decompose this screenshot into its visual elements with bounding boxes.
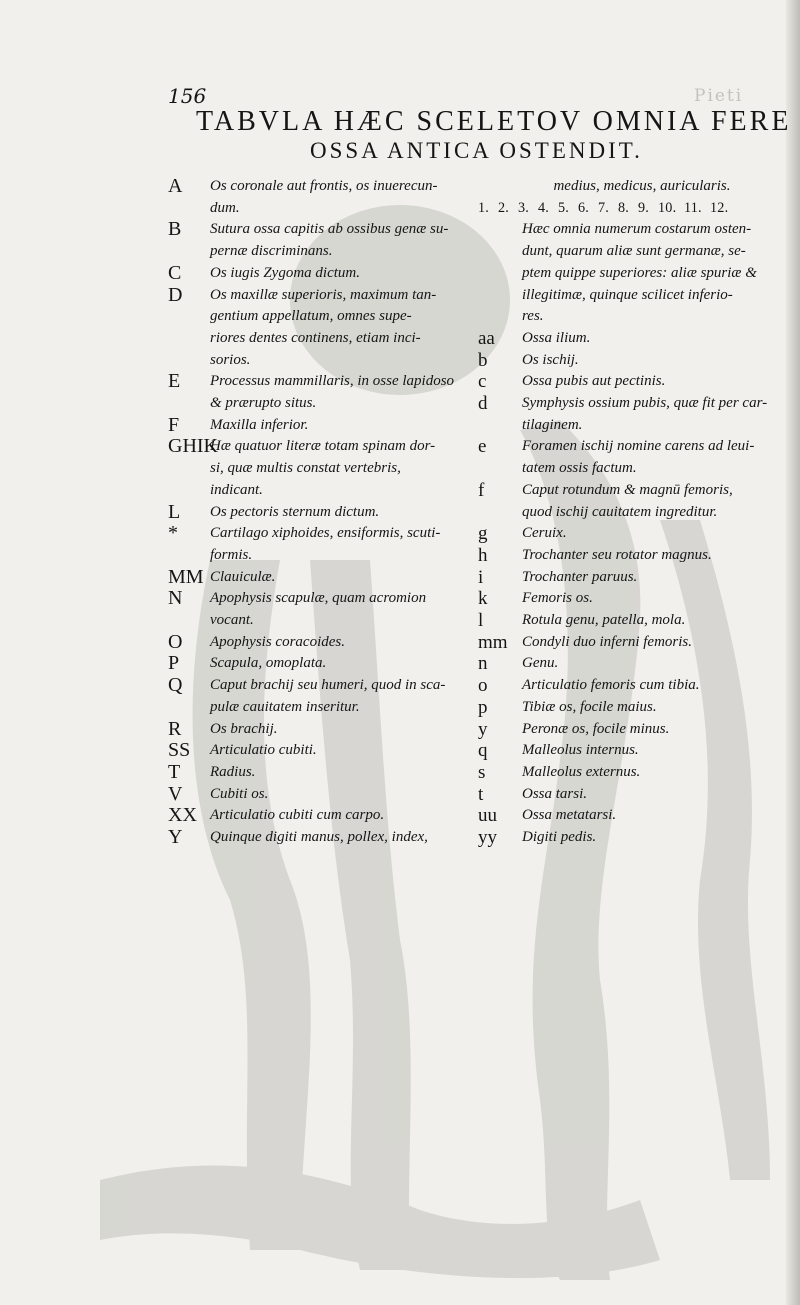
legend-key-letter: XX	[168, 804, 197, 827]
legend-description: Os pectoris sternum dictum.	[210, 503, 380, 520]
left-legend-entry	[168, 306, 486, 328]
legend-key-letter: mm	[478, 631, 508, 653]
left-legend-entry	[168, 458, 486, 480]
legend-key-letter: g	[478, 523, 488, 545]
legend-description: Rotula genu, patella, mola.	[522, 612, 686, 629]
rib-number: 1.	[478, 199, 490, 216]
left-legend-entry	[168, 393, 486, 415]
legend-key-letter: V	[168, 782, 183, 805]
left-legend-entry	[168, 740, 486, 762]
legend-key-letter: Y	[168, 826, 183, 849]
left-legend-entry	[168, 263, 486, 285]
legend-description: Articulatio femoris cum tibia.	[522, 677, 700, 694]
legend-key-letter: R	[168, 717, 182, 740]
legend-description: Cubiti os.	[210, 785, 269, 802]
legend-key-letter: i	[478, 566, 484, 588]
legend-description: tilaginem.	[522, 416, 583, 433]
legend-description: gentium appellatum, omnes supe-	[210, 308, 412, 325]
legend-description: Os coronale aut frontis, os inuerecun-	[210, 178, 438, 194]
left-legend-entry	[168, 415, 486, 437]
rib-number: 3.	[518, 199, 530, 216]
legend-key-letter: p	[478, 696, 488, 718]
ribs-paragraph-line: dunt, quarum aliæ sunt germanæ, se-	[522, 243, 746, 260]
legend-description: sorios.	[210, 351, 251, 368]
right-legend-entry	[478, 762, 786, 784]
left-legend-entry	[168, 653, 486, 675]
legend-description: & prærupto situs.	[210, 395, 317, 412]
right-intro	[478, 176, 786, 198]
legend-key-letter: l	[478, 610, 484, 632]
right-legend-entry	[478, 697, 786, 719]
legend-key-letter: P	[168, 652, 180, 675]
rib-number: 2.	[498, 199, 510, 216]
legend-key-letter: GHIK	[168, 435, 218, 458]
right-legend-entry	[478, 502, 786, 524]
right-legend-column	[478, 176, 786, 849]
legend-description: Caput brachij seu humeri, quod in sca-	[210, 677, 446, 694]
legend-description: Trochanter paruus.	[522, 568, 638, 585]
legend-description: Ossa ilium.	[522, 329, 591, 346]
legend-description: Malleolus externus.	[522, 763, 641, 780]
rib-number: 6.	[578, 199, 590, 216]
left-legend-entry	[168, 588, 486, 610]
legend-description: Sutura ossa capitis ab ossibus genæ su-	[210, 221, 449, 238]
legend-description: Foramen ischij nomine carens ad leui-	[522, 438, 755, 455]
left-legend-entry	[168, 805, 486, 827]
left-legend-entry	[168, 480, 486, 502]
legend-description: Ossa metatarsi.	[522, 807, 617, 824]
legend-description: Os maxillæ superioris, maximum tan-	[210, 286, 437, 303]
left-legend-entry	[168, 436, 486, 458]
legend-description: Processus mammillaris, in osse lapidoso	[210, 373, 455, 390]
legend-description: Articulatio cubiti.	[210, 742, 317, 759]
rib-number: 4.	[538, 199, 550, 216]
legend-description: Apophysis scapulæ, quam acromion	[210, 590, 427, 607]
legend-description: dum.	[210, 199, 240, 216]
left-legend-entry	[168, 219, 486, 241]
legend-key-letter: Q	[168, 674, 183, 697]
rib-number: 7.	[598, 199, 610, 216]
right-legend-entry	[478, 740, 786, 762]
right-legend-entry	[478, 588, 786, 610]
legend-description: Tibiæ os, focile maius.	[522, 698, 657, 715]
left-legend-entry	[168, 545, 486, 567]
right-legend-entry	[478, 458, 786, 480]
legend-key-letter: f	[478, 479, 485, 501]
right-legend-entry	[478, 545, 786, 567]
rib-number: 9.	[638, 199, 650, 216]
legend-description: vocant.	[210, 612, 254, 629]
legend-key-letter: s	[478, 761, 486, 783]
right-legend-entry	[478, 675, 786, 697]
left-legend-entry	[168, 176, 486, 198]
right-legend-entry	[478, 610, 786, 632]
right-legend-entry	[478, 719, 786, 741]
left-legend-entry	[168, 285, 486, 307]
left-legend-entry	[168, 328, 486, 350]
right-legend-entry	[478, 415, 786, 437]
right-legend-entry	[478, 480, 786, 502]
legend-description: Femoris os.	[522, 590, 593, 607]
right-legend-entry	[478, 827, 786, 849]
legend-key-letter: h	[478, 544, 488, 566]
right-legend-entry	[478, 371, 786, 393]
ribs-paragraph-line: Hæc omnia numerum costarum osten-	[522, 221, 752, 238]
legend-description: Maxilla inferior.	[210, 416, 309, 433]
legend-key-letter: c	[478, 371, 487, 393]
legend-key-letter: yy	[478, 827, 497, 849]
legend-key-letter: *	[168, 522, 178, 545]
legend-description: Os ischij.	[522, 351, 579, 368]
legend-description: Quinque digiti manus, pollex, index,	[210, 829, 428, 846]
right-legend-entry	[478, 805, 786, 827]
legend-key-letter: MM	[168, 565, 204, 588]
right-legend-entry	[478, 784, 786, 806]
page-title-line-2: OSSA ANTICA OSTENDIT.	[310, 138, 643, 163]
legend-description: Trochanter seu rotator magnus.	[522, 546, 712, 563]
legend-key-letter: SS	[168, 739, 191, 762]
left-legend-entry	[168, 610, 486, 632]
left-legend-entry	[168, 523, 486, 545]
left-legend-entry	[168, 675, 486, 697]
rib-number: 11.	[684, 199, 702, 216]
page-title-line-1: TABVLA HÆC SCELETOV OMNIA FERE	[196, 106, 792, 137]
legend-key-letter: D	[168, 283, 183, 306]
right-legend-entry	[478, 436, 786, 458]
right-legend-entry	[478, 328, 786, 350]
legend-key-letter: F	[168, 413, 180, 436]
legend-key-letter: N	[168, 587, 183, 610]
legend-description: Articulatio cubiti cum carpo.	[210, 807, 385, 824]
faint-running-mark: Pieti	[694, 86, 744, 106]
right-legend-entry	[478, 523, 786, 545]
left-legend-entry	[168, 371, 486, 393]
right-legend-entry	[478, 567, 786, 589]
left-legend-entry	[168, 502, 486, 524]
legend-description: Os brachij.	[210, 720, 278, 737]
legend-description: indicant.	[210, 481, 263, 498]
legend-key-letter: T	[168, 760, 181, 783]
legend-key-letter: b	[478, 349, 488, 371]
legend-description: Os iugis Zygoma dictum.	[210, 264, 360, 281]
legend-description: formis.	[210, 546, 253, 563]
legend-key-letter: q	[478, 740, 488, 762]
legend-description: si, quæ multis constat vertebris,	[210, 460, 401, 477]
ribs-paragraph-line: illegitimæ, quinque scilicet inferio-	[522, 286, 733, 303]
legend-description: pernæ discriminans.	[210, 243, 333, 260]
legend-description: Ossa tarsi.	[522, 785, 588, 802]
legend-description: Clauiculæ.	[210, 568, 276, 585]
legend-key-letter: L	[168, 500, 181, 523]
legend-key-letter: y	[478, 718, 488, 740]
legend-description: pulæ cauitatem inseritur.	[210, 698, 360, 715]
left-legend-column	[168, 176, 486, 849]
legend-key-letter: o	[478, 675, 488, 697]
page-number: 156	[168, 84, 207, 108]
rib-number: 5.	[558, 199, 570, 216]
legend-description: Apophysis coracoides.	[210, 633, 345, 650]
legend-key-letter: n	[478, 653, 488, 675]
ribs-paragraph-line: ptem quippe superiores: aliæ spuriæ &	[522, 264, 757, 281]
ribs-paragraph	[478, 219, 786, 328]
right-legend-entry	[478, 393, 786, 415]
legend-description: Scapula, omoplata.	[210, 655, 327, 672]
rib-number-row	[478, 198, 786, 220]
ribs-paragraph-line: res.	[522, 308, 544, 325]
legend-key-letter: k	[478, 588, 488, 610]
left-legend-entry	[168, 762, 486, 784]
legend-key-letter: A	[168, 175, 183, 197]
left-legend-entry	[168, 198, 486, 220]
left-legend-entry	[168, 827, 486, 849]
left-legend-entry	[168, 567, 486, 589]
legend-description: quod ischij cauitatem ingreditur.	[522, 503, 718, 520]
left-legend-entry	[168, 697, 486, 719]
legend-key-letter: B	[168, 218, 182, 241]
rib-number: 8.	[618, 199, 630, 216]
legend-description: Condyli duo inferni femoris.	[522, 633, 692, 650]
legend-key-letter: E	[168, 370, 181, 393]
legend-description: Peronæ os, focile minus.	[522, 720, 670, 737]
right-legend-entry	[478, 350, 786, 372]
legend-key-letter: uu	[478, 805, 497, 827]
rib-number: 12.	[710, 199, 729, 216]
left-legend-entry	[168, 784, 486, 806]
legend-key-letter: t	[478, 783, 484, 805]
page-edge-shadow	[786, 0, 800, 1305]
left-legend-entry	[168, 632, 486, 654]
legend-description: tatem ossis factum.	[522, 460, 637, 477]
legend-description: Ossa pubis aut pectinis.	[522, 373, 666, 390]
legend-description: Digiti pedis.	[522, 829, 597, 846]
legend-description: Cartilago xiphoides, ensiformis, scuti-	[210, 525, 441, 542]
rib-number: 10.	[658, 199, 677, 216]
legend-key-letter: C	[168, 261, 182, 284]
left-legend-entry	[168, 350, 486, 372]
legend-description: Malleolus internus.	[522, 742, 639, 759]
right-legend-entries	[478, 328, 786, 849]
legend-description: Caput rotundum & magnū femoris,	[522, 481, 733, 498]
left-legend-entry	[168, 719, 486, 741]
legend-description: Ceruix.	[522, 525, 567, 542]
continued-line: medius, medicus, auricularis.	[553, 178, 731, 194]
legend-key-letter: d	[478, 393, 488, 415]
legend-key-letter: O	[168, 630, 183, 653]
left-legend-entry	[168, 241, 486, 263]
right-legend-entry	[478, 632, 786, 654]
legend-description: riores dentes continens, etiam inci-	[210, 329, 421, 346]
legend-description: Hæ quatuor literæ totam spinam dor-	[210, 438, 436, 455]
legend-description: Symphysis ossium pubis, quæ fit per car-	[522, 395, 768, 412]
legend-description: Genu.	[522, 655, 559, 672]
legend-key-letter: aa	[478, 327, 495, 349]
legend-key-letter: e	[478, 436, 487, 458]
right-legend-entry	[478, 653, 786, 675]
legend-description: Radius.	[210, 763, 256, 780]
